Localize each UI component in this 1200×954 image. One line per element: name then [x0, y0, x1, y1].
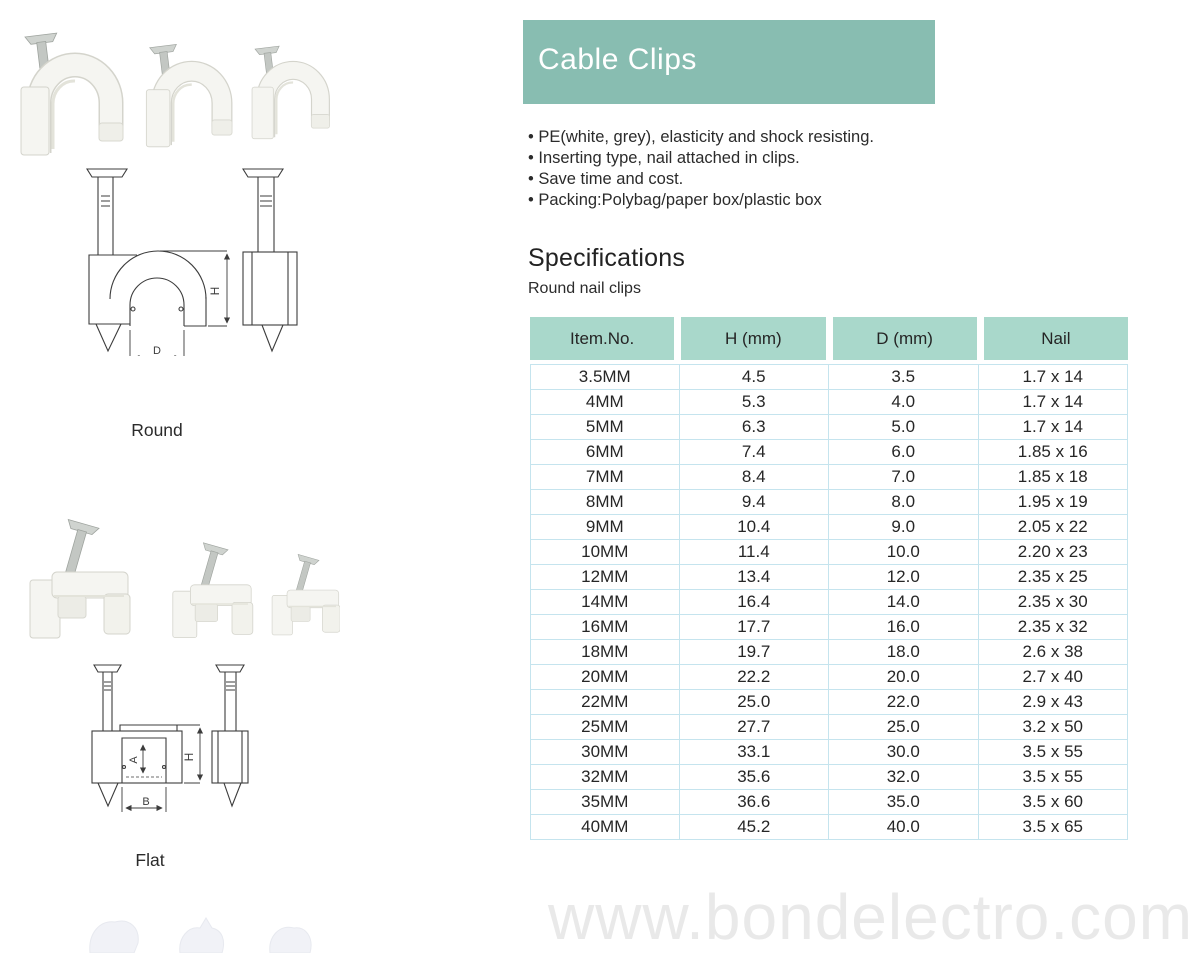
table-row	[530, 690, 1128, 715]
dim-a-label: A	[128, 756, 140, 764]
partial-clips-photo	[60, 898, 360, 953]
spec-table-body	[530, 364, 1128, 840]
table-row	[530, 490, 1128, 515]
table-row	[530, 565, 1128, 590]
cell-item-no: 40MM	[530, 815, 680, 839]
cell-item-no: 5MM	[530, 415, 680, 439]
cell-item-no: 18MM	[530, 640, 680, 664]
cell-d-mm: 8.0	[829, 490, 979, 514]
table-row	[530, 515, 1128, 540]
table-row	[530, 815, 1128, 840]
round-clip-diagram	[84, 164, 306, 356]
cell-nail: 3.2 x 50	[979, 715, 1129, 739]
cell-nail: 2.20 x 23	[979, 540, 1129, 564]
cell-d-mm: 18.0	[829, 640, 979, 664]
table-row	[530, 615, 1128, 640]
cell-h-mm: 35.6	[680, 765, 830, 789]
cell-d-mm: 9.0	[829, 515, 979, 539]
feature-item: • PE(white, grey), elasticity and shock resisting.	[528, 128, 874, 146]
cell-nail: 2.35 x 32	[979, 615, 1129, 639]
table-row	[530, 740, 1128, 765]
table-row	[530, 765, 1128, 790]
cell-h-mm: 5.3	[680, 390, 830, 414]
cell-item-no: 25MM	[530, 715, 680, 739]
cell-h-mm: 36.6	[680, 790, 830, 814]
column-header: D (mm)	[833, 317, 977, 360]
table-row	[530, 465, 1128, 490]
cell-item-no: 16MM	[530, 615, 680, 639]
flat-clips-photo	[20, 488, 340, 653]
cell-nail: 3.5 x 55	[979, 740, 1129, 764]
column-header: H (mm)	[681, 317, 825, 360]
cell-item-no: 32MM	[530, 765, 680, 789]
feature-item: • Packing:Polybag/paper box/plastic box	[528, 191, 822, 209]
table-row	[530, 590, 1128, 615]
cell-d-mm: 12.0	[829, 565, 979, 589]
cell-d-mm: 22.0	[829, 690, 979, 714]
cell-nail: 3.5 x 55	[979, 765, 1129, 789]
cell-item-no: 7MM	[530, 465, 680, 489]
cell-h-mm: 8.4	[680, 465, 830, 489]
cell-h-mm: 45.2	[680, 815, 830, 839]
cell-h-mm: 4.5	[680, 365, 830, 389]
feature-item: • Inserting type, nail attached in clips.	[528, 149, 800, 167]
cell-d-mm: 30.0	[829, 740, 979, 764]
cell-h-mm: 25.0	[680, 690, 830, 714]
cell-d-mm: 6.0	[829, 440, 979, 464]
cell-nail: 2.35 x 30	[979, 590, 1129, 614]
cell-h-mm: 27.7	[680, 715, 830, 739]
dim-d-label: D	[153, 345, 161, 356]
cell-d-mm: 40.0	[829, 815, 979, 839]
cell-item-no: 3.5MM	[530, 365, 680, 389]
section-banner	[523, 20, 935, 104]
cell-h-mm: 6.3	[680, 415, 830, 439]
cell-h-mm: 17.7	[680, 615, 830, 639]
specifications-heading: Specifications	[528, 244, 686, 272]
cell-d-mm: 32.0	[829, 765, 979, 789]
cell-d-mm: 14.0	[829, 590, 979, 614]
cell-h-mm: 22.2	[680, 665, 830, 689]
cell-nail: 1.7 x 14	[979, 415, 1129, 439]
table-row	[530, 540, 1128, 565]
cell-item-no: 14MM	[530, 590, 680, 614]
cell-d-mm: 7.0	[829, 465, 979, 489]
feature-item: • Save time and cost.	[528, 170, 684, 188]
spec-table	[530, 317, 1128, 840]
cell-d-mm: 20.0	[829, 665, 979, 689]
cell-item-no: 22MM	[530, 690, 680, 714]
cell-d-mm: 25.0	[829, 715, 979, 739]
cell-nail: 1.7 x 14	[979, 365, 1129, 389]
cell-item-no: 6MM	[530, 440, 680, 464]
table-row	[530, 715, 1128, 740]
table-row	[530, 440, 1128, 465]
spec-table-header	[530, 317, 1128, 360]
flat-clip-diagram	[88, 660, 260, 812]
dim-h2-label: H	[182, 752, 196, 762]
feature-list	[528, 127, 998, 211]
cell-nail: 1.7 x 14	[979, 390, 1129, 414]
cell-h-mm: 16.4	[680, 590, 830, 614]
cell-h-mm: 10.4	[680, 515, 830, 539]
cell-item-no: 8MM	[530, 490, 680, 514]
table-row	[530, 415, 1128, 440]
cell-d-mm: 10.0	[829, 540, 979, 564]
watermark: www.bondelectro.com	[548, 881, 1194, 953]
cell-nail: 3.5 x 60	[979, 790, 1129, 814]
cell-item-no: 35MM	[530, 790, 680, 814]
dim-h-label: H	[208, 286, 222, 296]
cell-nail: 2.05 x 22	[979, 515, 1129, 539]
cell-d-mm: 35.0	[829, 790, 979, 814]
cell-h-mm: 9.4	[680, 490, 830, 514]
cell-h-mm: 7.4	[680, 440, 830, 464]
cell-item-no: 9MM	[530, 515, 680, 539]
table-row	[530, 790, 1128, 815]
cell-h-mm: 33.1	[680, 740, 830, 764]
dim-b-label: B	[142, 796, 150, 808]
cell-nail: 1.85 x 16	[979, 440, 1129, 464]
flat-label: Flat	[135, 850, 165, 870]
cell-d-mm: 3.5	[829, 365, 979, 389]
cell-nail: 2.7 x 40	[979, 665, 1129, 689]
cell-nail: 2.9 x 43	[979, 690, 1129, 714]
cell-h-mm: 11.4	[680, 540, 830, 564]
cell-nail: 2.35 x 25	[979, 565, 1129, 589]
table-row	[530, 665, 1128, 690]
table-row	[530, 390, 1128, 415]
cell-item-no: 30MM	[530, 740, 680, 764]
cell-nail: 1.85 x 18	[979, 465, 1129, 489]
cell-nail: 2.6 x 38	[979, 640, 1129, 664]
cell-item-no: 20MM	[530, 665, 680, 689]
cell-d-mm: 4.0	[829, 390, 979, 414]
cell-nail: 3.5 x 65	[979, 815, 1129, 839]
table-row	[530, 640, 1128, 665]
column-header: Nail	[984, 317, 1128, 360]
round-label: Round	[131, 420, 183, 440]
cell-d-mm: 5.0	[829, 415, 979, 439]
cell-item-no: 4MM	[530, 390, 680, 414]
cell-item-no: 12MM	[530, 565, 680, 589]
page-title: Cable Clips	[538, 43, 697, 76]
round-clips-photo	[15, 25, 335, 165]
cell-h-mm: 19.7	[680, 640, 830, 664]
cell-item-no: 10MM	[530, 540, 680, 564]
table-row	[530, 365, 1128, 390]
column-header: Item.No.	[530, 317, 674, 360]
cell-nail: 1.95 x 19	[979, 490, 1129, 514]
specifications-subtitle: Round nail clips	[528, 280, 641, 297]
cell-d-mm: 16.0	[829, 615, 979, 639]
cell-h-mm: 13.4	[680, 565, 830, 589]
